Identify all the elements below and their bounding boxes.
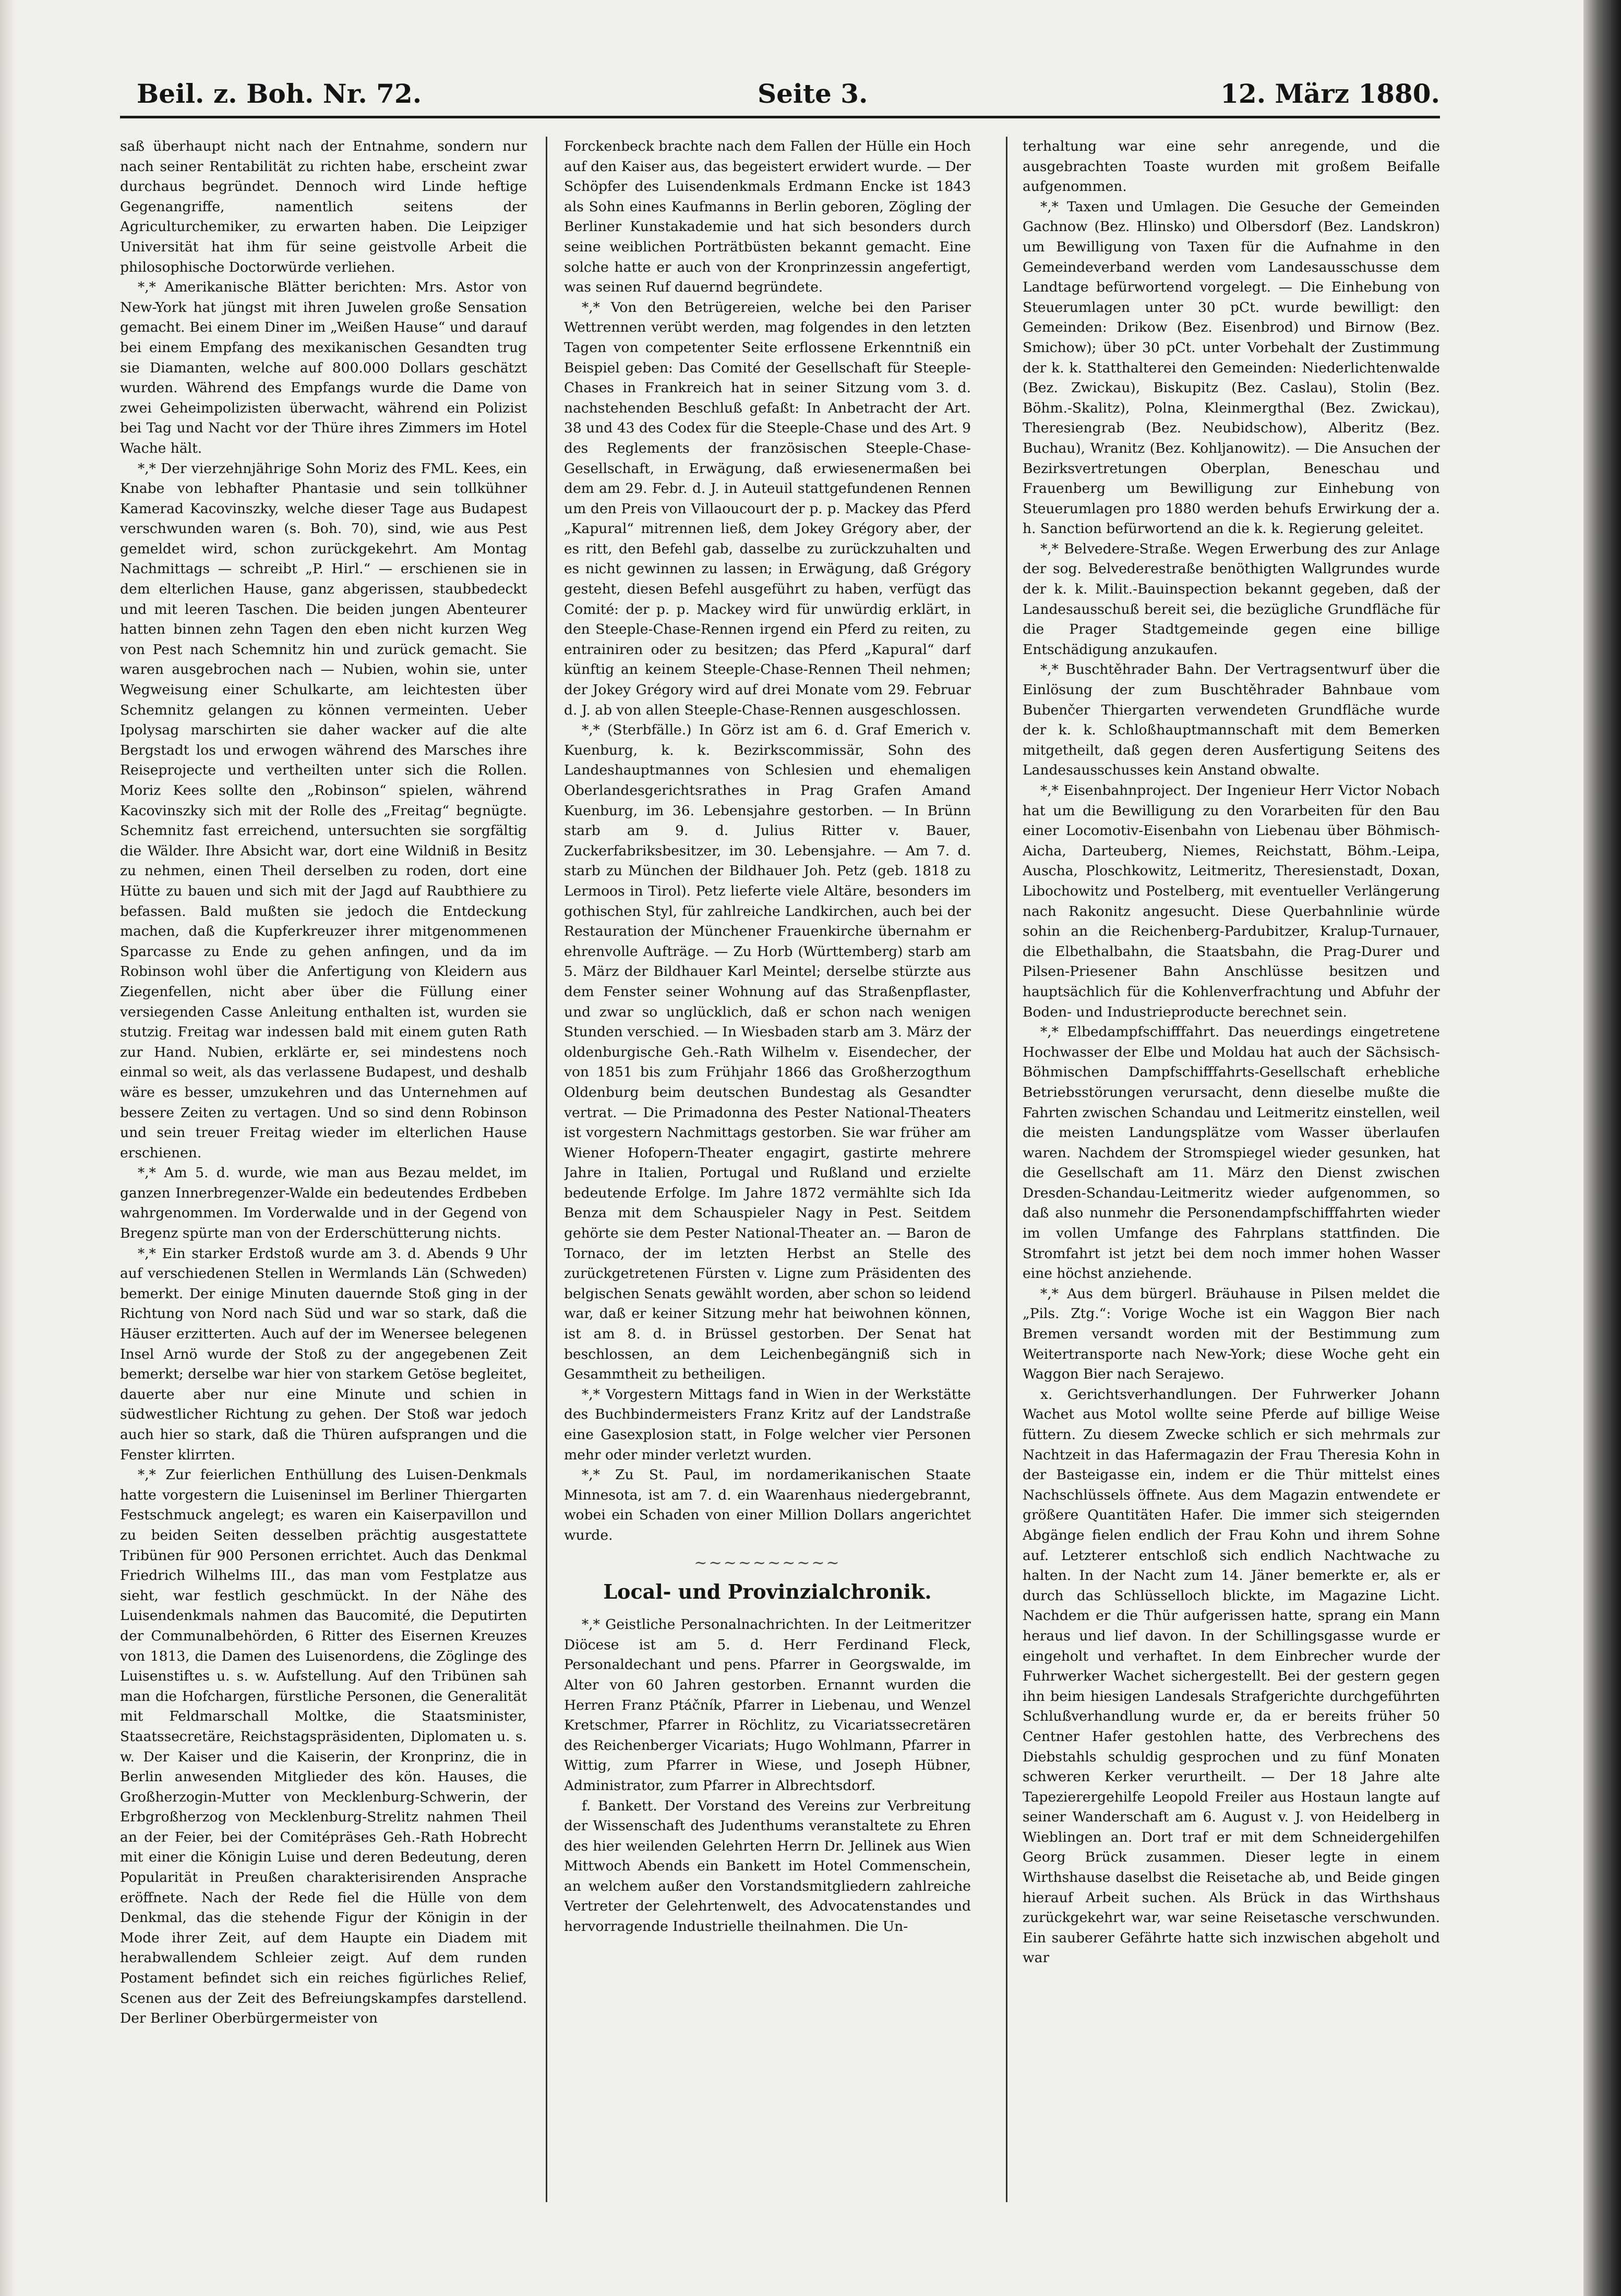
header-page-number: Seite 3. (758, 78, 868, 109)
article-earthquake-sweden: *,* Ein starker Erdstoß wurde am 3. d. Abends 9 Uhr auf verschiedenen Stellen in Wermlands Län (Schweden) bemerkt. Der einige Minuten dauernde Stoß ging in der Richtung von Nord nach Süd und war so stark, daß die Häuser erzitterten. Auch auf der im Wenersee belegenen Insel Arnö wurde der Stoß zu der angegebenen Zeit bemerkt; derselbe war hier von starkem Getöse begleitet, dauerte aber nur eine Minute und schien in südwestlicher Richtung zu gehen. Der Stoß war jedoch auch hier so stark, daß die Thüren aufsprangen und die Fenster klirrten. (120, 1245, 527, 1463)
header-rule (120, 116, 1440, 118)
article-pilsen-brewery: *,* Aus dem bürgerl. Bräuhause in Pilsen meldet die „Pils. Ztg.“: Vorige Woche ist ein Waggon Bier nach Bremen versandt worden mit der Bestimmung zum Weitertransporte nach New-York; diese Woche geht ein Waggon Bier nach Serajewo. (1023, 1285, 1440, 1383)
article-earthquake-bezau: *,* Am 5. d. wurde, wie man aus Bezau meldet, im ganzen Innerbregenzer-Walde ein bedeutendes Erdbeben wahrgenommen. Im Vorderwalde und in der Gegend von Bregenz spürte man von der Erderschütterung nichts. (120, 1165, 527, 1242)
article-belvedere-street: *,* Belvedere-Straße. Wegen Erwerbung des zur Anlage der sog. Belvederestraße benöthigten Wallgrundes wurde der k. k. Milit.-Bauinspection bekannt gegeben, daß der Landesausschuß bereit sei, die bezügliche Grundfläche für die Prager Stadtgemeinde gegen eine billige Entschädigung anzukaufen. (1023, 540, 1440, 658)
article-elbe-shipping: *,* Elbedampfschifffahrt. Das neuerdings eingetretene Hochwasser der Elbe und Moldau hat auch der Sächsisch-Böhmischen Dampfschifffahrts-Gesellschaft erhebliche Betriebsstörungen verursacht, denn dieselbe mußte die Fahrten zwischen Schandau und Leitmeritz einstellen, weil die meisten Landungsplätze vom Wasser überlaufen waren. Nachdem der Stromspiegel wieder gesunken, hat die Gesellschaft am 11. März den Dienst zwischen Dresden-Schandau-Leitmeritz wieder aufgenommen, so daß also nunmehr die Personendampfschifffahrten wieder im vollen Umfange des Fahrplans stattfinden. Die Stromfahrt ist jetzt bei dem noch immer hohen Wasser eine höchst anziehende. (1023, 1024, 1440, 1282)
column-2 (564, 137, 971, 2202)
article-robinson-boys: *,* Der vierzehnjährige Sohn Moriz des FML. Kees, ein Knabe von lebhafter Phantasie und sein tollkühner Kamerad Kacovinszky, welche dieser Tage aus Budapest verschwunden waren (s. Boh. 70), sind, wie aus Pest gemeldet wird, schon zurückgekehrt. Am Montag Nachmittags — schreibt „P. Hirl.“ — erschienen sie in dem elterlichen Hause, ganz abgerissen, staubbedeckt und mit leeren Taschen. Die beiden jungen Abenteurer hatten binnen zehn Tagen den eben nicht kurzen Weg von Pest nach Schemnitz hin und zurück gemacht. Sie waren ausgebrochen nach — Nubien, wohin sie, unter Wegweisung einer Schulkarte, am leichtesten über Schemnitz gelangen zu können vermeinten. Ueber Ipolysag marschirten sie daher wacker auf die alte Bergstadt los und erwogen während des Marsches ihre Reiseprojecte und vertheilten unter sich die Rollen. Moriz Kees sollte den „Robinson“ spielen, während Kacovinszky sich mit der Rolle des „Freitag“ begnügte. Schemnitz fast erreichend, untersuchten sie sorgfältig die Wälder. Ihre Absicht war, dort eine Wildniß in Besitz zu nehmen, einen Theil derselben zu roden, dort eine Hütte zu bauen und sich mit der Jagd auf Raubthiere zu befassen. Bald mußten sie jedoch die Entdeckung machen, daß die Kupferkreuzer ihrer mitgenommenen Sparcasse zu Ende zu gehen anfingen, und da im Robinson wohl über die Anfertigung von Kleidern aus Ziegenfellen, nicht aber über die Füllung einer versiegenden Casse Anleitung enthalten ist, wurden sie stutzig. Freitag war indessen bald mit einem guten Rath zur Hand. Nubien, erklärte er, sei mindestens noch einmal so weit, als das verlassene Budapest, und deshalb wäre es besser, umzukehren und das Unternehmen auf bessere Zeiten zu vertagen. Und so sind denn Robinson und sein treuer Freitag wieder im elterlichen Hause erschienen. (120, 460, 527, 1161)
column-rule-1 (546, 137, 547, 2202)
column-3 (1023, 137, 1440, 2202)
article-gas-explosion: *,* Vorgestern Mittags fand in Wien in der Werkstätte des Buchbindermeisters Franz Kritz auf der Landstraße eine Gasexplosion statt, in Folge welcher vier Personen mehr oder minder verletzt wurden. (564, 1386, 971, 1463)
article-text: saß überhaupt nicht nach der Entnahme, sondern nur nach seiner Rentabilität zu richten habe, erscheint zwar durchaus begründet. Dennoch wird Linde heftige Gegenangriffe, namentlich seitens der Agriculturchemiker, zu erwarten haben. Die Leipziger Universität hat ihm für seine geistvolle Arbeit die philosophische Doctorwürde verliehen. (120, 138, 527, 275)
article-paris-races: *,* Von den Betrügereien, welche bei den Pariser Wettrennen verübt werden, mag folgendes in den letzten Tagen von competenter Seite erflossene Erkenntniß ein Beispiel geben: Das Comité der Gesellschaft für Steeple-Chases in Frankreich hat in seiner Sitzung vom 3. d. nachstehenden Beschluß gefaßt: In Anbetracht der Art. 38 und 43 des Codex für die Steeple-Chase und des Art. 9 des Reglements der französischen Steeple-Chase-Gesellschaft, in Erwägung, daß erwiesenermaßen bei dem am 29. Febr. d. J. in Auteuil stattgefundenen Rennen um den Preis von Villaoucourt der p. p. Mackey das Pferd „Kapural“ mitrennen ließ, dem Jokey Grégory aber, der es ritt, den Befehl gab, dasselbe zu zurückzuhalten und es nicht gewinnen zu lassen; in Erwägung, daß Grégory gesteht, diesen Befehl ausgeführt zu haben, verfügt das Comité: der p. p. Mackey wird für unwürdig erklärt, in den Steeple-Chase-Rennen irgend ein Pferd zu reiten, zu entrainiren oder zu besitzen; das Pferd „Kapural“ darf künftig an keinem Steeple-Chase-Rennen Theil nehmen; der Jokey Grégory wird auf drei Monate vom 29. Februar d. J. ab von allen Steeple-Chase-Rennen ausgeschlossen. (564, 299, 971, 718)
article-railway-project: *,* Eisenbahnproject. Der Ingenieur Herr Victor Nobach hat um die Bewilligung zu den Vorarbeiten für den Bau einer Locomotiv-Eisenbahn von Liebenau über Böhmisch-Aicha, Darteuberg, Niemes, Reichstatt, Böhm.-Leipa, Auscha, Ploschkowitz, Leitmeritz, Theresienstadt, Doxan, Libochowitz und Postelberg, mit eventueller Verlängerung nach Rakonitz angesucht. Diese Querbahnlinie würde sohin an die Reichenberg-Pardubitzer, Kralup-Turnauer, die Elbethalbahn, die Staatsbahn, die Prag-Durer und Pilsen-Priesener Bahn Anschlüsse besitzen und hauptsächlich für die Kohlenverfrachtung und Abfuhr der Boden- und Industrieproducte berechnet sein. (1023, 782, 1440, 1020)
article-luisen-monument: *,* Zur feierlichen Enthüllung des Luisen-Denkmals hatte vorgestern die Luiseninsel im Berliner Thiergarten Festschmuck angelegt; es waren ein Kaiserpavillon und zu beiden Seiten desselben prächtig ausgestattete Tribünen für 900 Personen errichtet. Auch das Denkmal Friedrich Wilhelms III., das man vom Festplatze aus sieht, war festlich geschmückt. In der Nähe des Luisendenkmals nahmen das Baucomité, die Deputirten der Communalbehörden, 6 Ritter des Eisernen Kreuzes von 1813, die Damen des Luisenordens, die Zöglinge des Luisenstiftes u. s. w. Aufstellung. Auf den Tribünen sah man die Hofchargen, fürstliche Personen, die Generalität mit Feldmarschall Moltke, die Staatsminister, Staatssecretäre, Reichstagspräsidenten, Diplomaten u. s. w. Der Kaiser und die Kaiserin, der Kronprinz, die in Berlin anwesenden Mitglieder des kön. Hauses, die Großherzogin-Mutter von Mecklenburg-Schwerin, der Erbgroßherzog von Mecklenburg-Strelitz nahmen Theil an der Feier, bei der Comitépräses Geh.-Rath Hobrecht mit einer die Königin Luise und deren Bedeutung, deren Popularität in Preußen charakterisirenden Ansprache eröffnete. Nach der Rede fiel die Hülle von dem Denkmal, das die stehende Figur der Königin in der Mode ihrer Zeit, auf dem Haupte ein Diadem mit herabwallendem Schleier zeigt. Auf dem runden Postament befindet sich ein reiches figürliches Relief, Scenen aus der Zeit des Befreiungskampfes darstellend. Der Berliner Oberbürgermeister von (120, 1467, 527, 2027)
header-date: 12. März 1880. (1220, 78, 1440, 109)
article-banquet: f. Bankett. Der Vorstand des Vereins zur Verbreitung der Wissenschaft des Judenthums veranstaltete zu Ehren des hier weilenden Gelehrten Herrn Dr. Jellinek aus Wien Mittwoch Abends ein Bankett im Hotel Commenschein, an welchem außer den Vorstandsmitgliedern zahlreiche Vertreter der Gelehrtenwelt, des Advocatenstandes und hervorragende Industrielle theilnahmen. Die Un- (564, 1797, 971, 1935)
article-buschtehrad-railway: *,* Buschtěhrader Bahn. Der Vertragsentwurf über die Einlösung der zum Buschtěhrader Bahnbaue vom Bubenčer Thiergarten verwendeten Grundfläche wurde der k. k. Schloßhauptmannschaft mit dem Bemerken mitgetheilt, daß gegen deren Ausfertigung Seitens des Landesausschusses kein Anstand obwalte. (1023, 661, 1440, 779)
book-spine-shadow (1583, 0, 1621, 2296)
article-taxes: *,* Taxen und Umlagen. Die Gesuche der Gemeinden Gachnow (Bez. Hlinsko) und Olbersdorf (Bez. Landskron) um Bewilligung von Taxen für die Aufnahme in den Gemeindeverband werden vom Landesausschusse dem Landtage befürwortend vorgelegt. — Die Einhebung von Steuerumlagen unter 30 pCt. wurde bewilligt: den Gemeinden: Drikow (Bez. Eisenbrod) und Birnow (Bez. Smichow); über 30 pCt. unter Vorbehalt der Zustimmung der k. k. Statthalterei den Gemeinden: Niederlichtenwalde (Bez. Zwickau), Biskupitz (Bez. Caslau), Stolin (Bez. Böhm.-Skalitz), Polna, Kleinmergthal (Bez. Zwickau), Theresiengrab (Bez. Neubidschow), Alberitz (Bez. Buchau), Wranitz (Bez. Kohljanowitz). — Die Ansuchen der Bezirksvertretungen Oberplan, Beneschau und Frauenberg um Bewilligung zur Einhebung von Steuerumlagen pro 1880 werden behufs Erwirkung der a. h. Sanction befürwortend an die k. k. Regierung geleitet. (1023, 198, 1440, 537)
article-text: Forckenbeck brachte nach dem Fallen der Hülle ein Hoch auf den Kaiser aus, das begeistert erwidert wurde. — Der Schöpfer des Luisendenkmals Erdmann Encke ist 1843 als Sohn eines Kaufmanns in Berlin geboren, Zögling der Berliner Kunstakademie und hat sich besonders durch seine weiblichen Porträtbüsten bekannt gemacht. Eine solche hatte er auch von der Kronprinzessin angefertigt, was seinen Ruf dauernd begründete. (564, 138, 971, 296)
section-title: Local- und Provinzialchronik. (603, 1580, 932, 1604)
article-court-proceedings: x. Gerichtsverhandlungen. Der Fuhrwerker Johann Wachet aus Motol wollte seine Pferde auf billige Weise füttern. Zu diesem Zwecke schlich er sich mehrmals zur Nachtzeit in das Hafermagazin der Frau Theresia Kohn in der Basteigasse ein, indem er die Thür mittelst eines Nachschlüssels öffnete. Aus dem Magazin entwendete er größere Quantitäten Hafer. Die immer sich steigernden Abgänge fielen endlich der Frau Kohn und ihrem Sohne auf. Letzterer entschloß sich endlich Nachtwache zu halten. In der Nacht zum 14. Jäner bemerkte er, als er durch das Schlüsselloch blickte, im Magazine Licht. Nachdem er die Thür aufgerissen hatte, sprang ein Mann heraus und lief davon. In der Schillingsgasse wurde er eingeholt und verhaftet. In dem Einbrecher wurde der Fuhrwerker Wachet sichergestellt. Bei der gestern gegen ihn beim hiesigen Landesals Strafgerichte durchgeführten Schlußverhandlung wurde er, da er bereits früher 50 Centner Hafer gestohlen hatte, des Verbrechens des Diebstahls schuldig gesprochen und zu fünf Monaten schweren Kerker verurtheilt. — Der 18 Jahre alte Tapezierergehilfe Leopold Freiler aus Hostaun langte auf seiner Wanderschaft am 6. August v. J. von Heidelberg in Wieblingen an. Dort traf er mit dem Schneidergehilfen Georg Brück zusammen. Dieser legte in einem Wirthshause daselbst die Reisetache ab, und Beide gingen hierauf Arbeit suchen. Als Brück in das Wirthshaus zurückgekehrt war, war seine Reisetasche verschwunden. Ein sauberer Gefährte hatte sich inzwischen abgeholt und war (1023, 1386, 1440, 1966)
article-st-paul-fire: *,* Zu St. Paul, im nordamerikanischen Staate Minnesota, ist am 7. d. ein Waarenhaus niedergebrannt, wobei ein Schaden von einer Million Dollars angerichtet wurde. (564, 1467, 971, 1543)
article-clergy-news: *,* Geistliche Personalnachrichten. In der Leitmeritzer Diöcese ist am 5. d. Herr Ferdinand Fleck, Personaldechant und pens. Pfarrer in Georgswalde, im Alter von 60 Jahren gestorben. Ernannt wurden die Herren Franz Ptáčník, Pfarrer in Liebenau, und Wenzel Kretschmer, Pfarrer in Röchlitz, zu Vicariatssecretären des Reichenberger Vicariats; Hugo Wohlmann, Pfarrer in Wittig, zum Pfarrer in Wiese, und Joseph Hübner, Administrator, zum Pfarrer in Albrechtsdorf. (564, 1616, 971, 1794)
article-astor-jewels: *,* Amerikanische Blätter berichten: Mrs. Astor von New-York hat jüngst mit ihren Juwelen große Sensation gemacht. Bei einem Diner im „Weißen Hause“ und darauf bei einem Empfang des mexikanischen Gesandten trug sie Diamanten, welche auf 800.000 Dollars geschätzt wurden. Während des Empfangs wurde die Dame von zwei Geheimpolizisten überwacht, während ein Polizist bei Tag und Nacht vor der Thüre ihres Zimmers im Hotel Wache hält. (120, 279, 527, 456)
column-rule-2 (1006, 137, 1007, 2202)
page-header (137, 78, 1440, 120)
article-deaths: *,* (Sterbfälle.) In Görz ist am 6. d. Graf Emerich v. Kuenburg, k. k. Bezirkscommissär, Sohn des Landeshauptmannes von Schlesien und ehemaligen Oberlandesgerichtsrathes in Prag Grafen Amand Kuenburg, im 36. Lebensjahre gestorben. — In Brünn starb am 9. d. Julius Ritter v. Bauer, Zuckerfabriksbesitzer, im 30. Lebensjahre. — Am 7. d. starb zu München der Bildhauer Joh. Petz (geb. 1818 zu Lermoos in Tirol). Petz lieferte viele Altäre, besonders im gothischen Styl, für zahlreiche Landkirchen, auch bei der Restauration der Münchener Frauenkirche übernahm er ehrenvolle Aufträge. — Zu Horb (Württemberg) starb am 5. März der Bildhauer Karl Meintel; derselbe stürzte aus dem Fenster seiner Wohnung auf das Straßenpflaster, und zwar so unglücklich, daß er schon nach wenigen Stunden verschied. — In Wiesbaden starb am 3. März der oldenburgische Geh.-Rath Wilhelm v. Eisendecher, der von 1851 bis zum Frühjahr 1866 das Großherzogthum Oldenburg beim deutschen Bundestag als Gesandter vertrat. — Die Primadonna des Pester National-Theaters ist vorgestern Nachmittags gestorben. Sie war früher am Wiener Hofopern-Theater engagirt, gastirte mehrere Jahre in Italien, Portugal und Rußland und erzielte bedeutende Erfolge. Im Jahre 1872 vermählte sich Ida Benza mit dem Schauspieler Nagy in Pest. Seitdem gehörte sie dem Pester National-Theater an. — Baron de Tornaco, der im letzten Herbst an Stelle des zurückgetretenen Fürsten v. Ligne zum Präsidenten des belgischen Senats gewählt worden, aber schon so leidend war, daß er keiner Sitzung mehr hat beiwohnen können, ist am 8. d. in Brüssel gestorben. Der Senat hat beschlossen, an dem Leichenbegängniß sich in Gesammtheit zu betheiligen. (564, 722, 971, 1383)
column-1 (120, 137, 527, 2202)
page-left-edge (0, 0, 16, 2296)
section-separator-ornament: ~~~~~~~~~~ (694, 1553, 841, 1572)
article-text: terhaltung war eine sehr anregende, und die ausgebrachten Toaste wurden mit großem Beifalle aufgenommen. (1023, 138, 1440, 195)
header-supplement-number: Beil. z. Boh. Nr. 72. (137, 78, 422, 109)
